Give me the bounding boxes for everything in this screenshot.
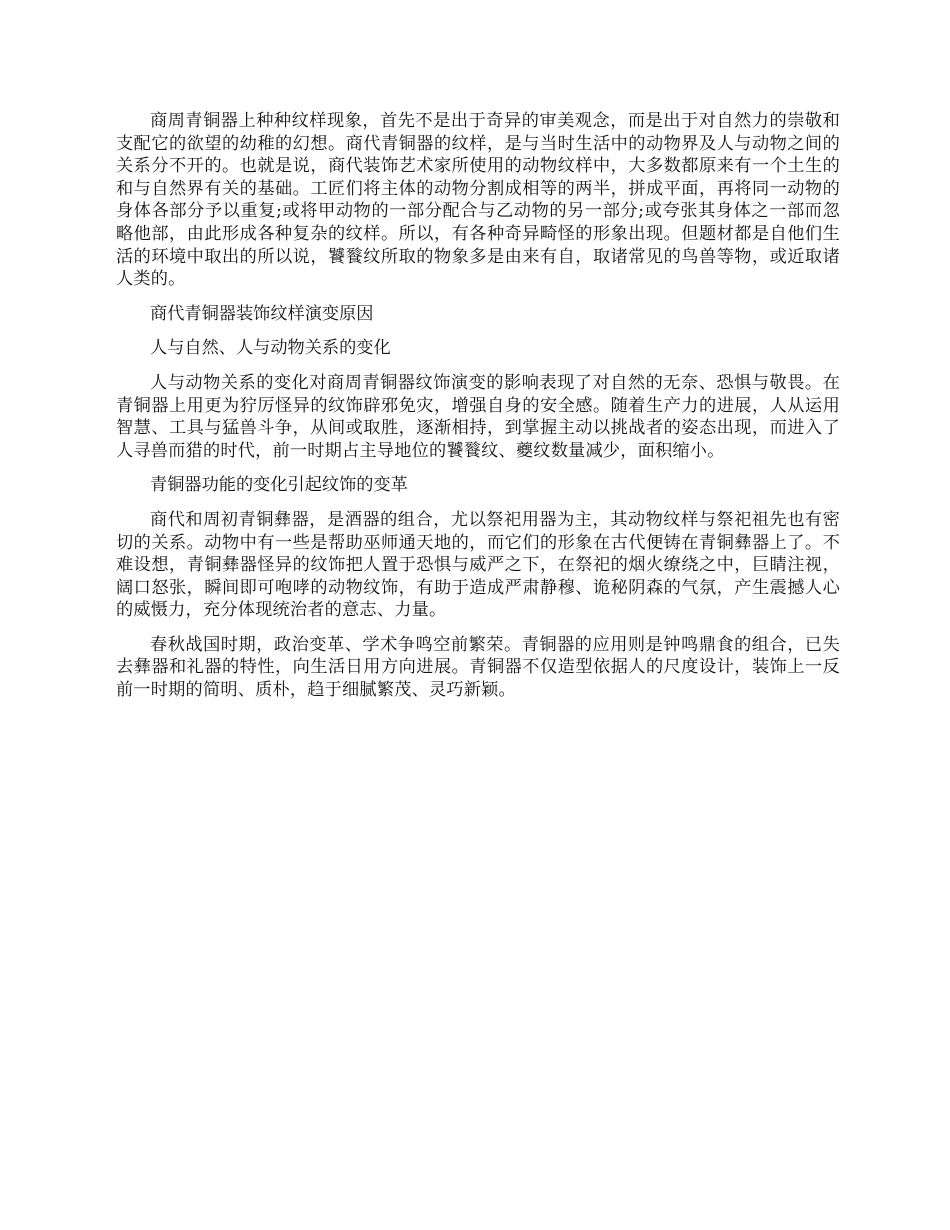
heading-function-change: 青铜器功能的变化引起纹饰的变革	[150, 475, 408, 496]
heading-human-nature-relations: 人与自然、人与动物关系的变化	[150, 338, 391, 359]
paragraph-human-animal-relations: 人与动物关系的变化对商周青铜器纹饰演变的影响表现了对自然的无奈、恐惧与敬畏。在青铜器上用更为狞厉怪异的纹饰辟邪免灾，增强自身的安全感。随着生产力的进展，人从运用智慧、工具与猛兽斗争，从间或取胜，逐渐相持，到掌握主动以挑战者的姿态出现，而进入了人寻兽而猎的时代，前一时期占主导地位的饕餮纹、夔纹数量减少，面积缩小。	[116, 372, 840, 461]
heading-evolution-causes: 商代青铜器装饰纹样演变原因	[150, 303, 374, 324]
document-page	[116, 110, 840, 714]
paragraph-spring-autumn-period: 春秋战国时期，政治变革、学术争鸣空前繁荣。青铜器的应用则是钟鸣鼎食的组合，已失去彝器和礼器的特性，向生活日用方向进展。青铜器不仅造型依据人的尺度设计，装饰上一反前一时期的简明、质朴，趋于细腻繁茂、灵巧新颖。	[116, 634, 840, 701]
paragraph-shang-zhou-vessels: 商代和周初青铜彝器，是酒器的组合，尤以祭祀用器为主，其动物纹样与祭祀祖先也有密切的关系。动物中有一些是帮助巫师通天地的，而它们的形象在古代便铸在青铜彝器上了。不难设想，青铜彝器怪异的纹饰把人置于恐惧与威严之下，在祭祀的烟火缭绕之中，巨睛注视，阔口怒张，瞬间即可咆哮的动物纹饰，有助于造成严肃静穆、诡秘阴森的气氛，产生震撼人心的威慑力，充分体现统治者的意志、力量。	[116, 509, 840, 621]
paragraph-bronze-patterns-origin: 商周青铜器上种种纹样现象，首先不是出于奇异的审美观念，而是出于对自然力的崇敬和支配它的欲望的幼稚的幻想。商代青铜器的纹样，是与当时生活中的动物界及人与动物之间的关系分不开的。也就是说，商代装饰艺术家所使用的动物纹样中，大多数都原来有一个土生的和与自然界有关的基础。工匠们将主体的动物分割成相等的两半，拼成平面，再将同一动物的身体各部分予以重复;或将甲动物的一部分配合与乙动物的另一部分;或夸张其身体之一部而忽略他部，由此形成各种复杂的纹样。所以，有各种奇异畸怪的形象出现。但题材都是自他们生活的环境中取出的所以说，饕餮纹所取的物象多是由来有自，取诸常见的鸟兽等物，或近取诸人类的。	[116, 111, 840, 290]
